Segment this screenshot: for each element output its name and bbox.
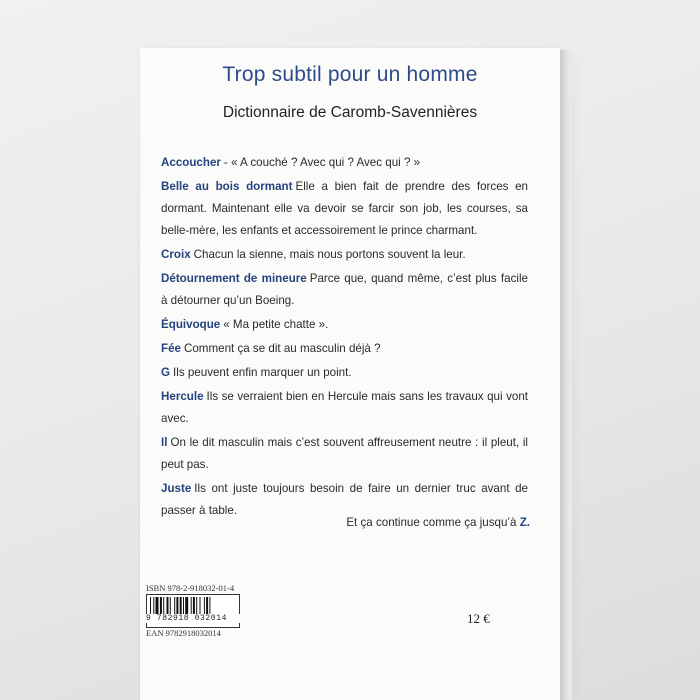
entry: [161, 386, 528, 430]
entry-text: Ils ont juste toujours besoin de faire un dernier truc avant de passer à table.: [161, 482, 528, 517]
entry-text: Comment ça se dit au masculin déjà ?: [183, 342, 381, 355]
closing-letter: Z.: [519, 516, 530, 529]
entry-text: Chacun la sienne, mais nous portons souvent la leur.: [193, 248, 466, 261]
closing-line: [320, 516, 530, 529]
entry-text: Ils peuvent enfin marquer un point.: [173, 366, 352, 379]
entry-term: Il: [161, 436, 168, 449]
entry: [161, 268, 528, 312]
entry-text: « Ma petite chatte ».: [223, 318, 329, 331]
book-subtitle: Dictionnaire de Caromb-Savennières: [222, 104, 478, 121]
barcode-bars: [150, 597, 236, 615]
entry-term: Accoucher: [161, 156, 221, 169]
entry: [161, 362, 528, 384]
entry: [161, 176, 528, 242]
entry-text: On le dit masculin mais c’est souvent affreusement neutre : il pleut, il peut pas.: [161, 436, 528, 471]
entry-term: Belle au bois dormant: [161, 180, 293, 193]
entry-term: G: [161, 366, 171, 379]
entry-term: Fée: [161, 342, 181, 355]
entry: [161, 244, 528, 266]
entry-text: Elle a bien fait de prendre des forces en dormant. Maintenant elle va devoir se farcir son job, les courses, sa belle-mère, les enfants et accessoirement le prince charmant.: [161, 180, 528, 237]
book-title: Trop subtil pour un homme: [222, 63, 478, 86]
entry-term: Croix: [161, 248, 191, 261]
dictionary-entries: [161, 152, 528, 524]
entry: [161, 338, 528, 360]
ean-label: EAN 9782918032014: [146, 628, 221, 638]
entry: [161, 314, 528, 336]
barcode-digits: 9 782918 032014: [146, 614, 240, 623]
entry-text: Parce que, quand même, c’est plus facile à détourner qu’un Boeing.: [161, 272, 528, 307]
entry: [161, 152, 528, 174]
entry-term: Hercule: [161, 390, 204, 403]
entry-term: Détournement de mineure: [161, 272, 307, 285]
entry-text: - « A couché ? Avec qui ? Avec qui ? »: [223, 156, 421, 169]
isbn-label: ISBN 978-2-918032-01-4: [146, 583, 235, 593]
closing-text: Et ça continue comme ça jusqu’à: [346, 516, 517, 529]
entry-term: Juste: [161, 482, 192, 495]
entry-text: Ils se verraient bien en Hercule mais sans les travaux qui vont avec.: [161, 390, 528, 425]
book-page-edge: [560, 50, 572, 700]
entry: [161, 432, 528, 476]
price: 12 €: [467, 611, 490, 626]
entry-term: Équivoque: [161, 318, 221, 331]
